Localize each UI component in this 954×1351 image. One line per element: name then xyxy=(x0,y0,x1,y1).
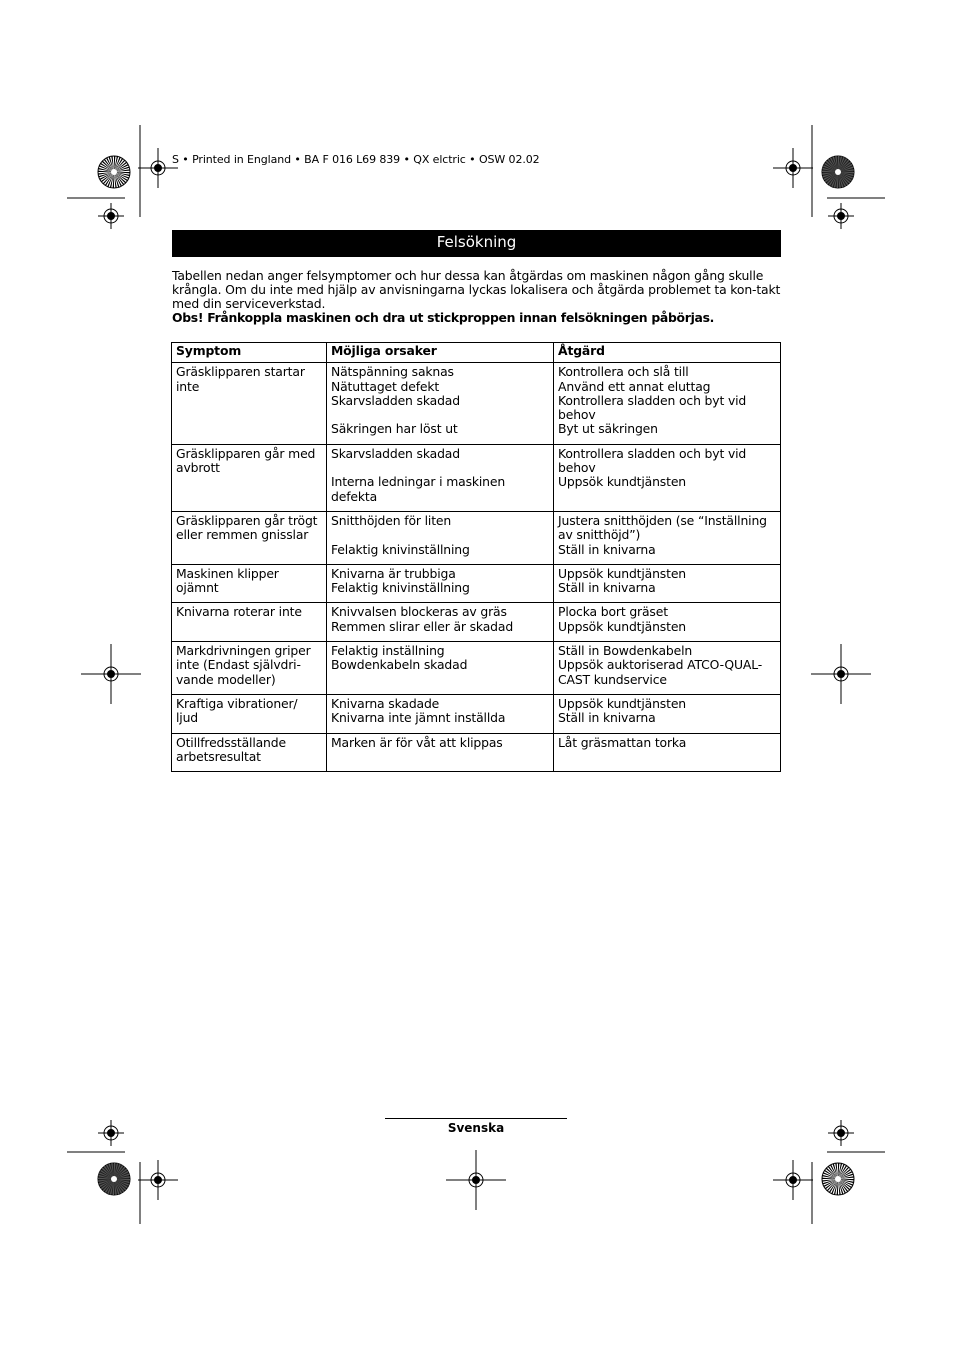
page-title: Felsökning xyxy=(172,230,781,257)
cell-causes xyxy=(327,733,554,772)
cell-line: Felaktig knivinställning xyxy=(331,580,470,596)
cell-line: Kontrollera och slå till xyxy=(558,364,689,380)
cell-line: Gräsklipparen går med avbrott xyxy=(176,445,316,476)
cell-actions xyxy=(554,564,781,603)
cell-line: Kraftiga vibrationer/ ljud xyxy=(176,695,298,726)
crosshair-target xyxy=(811,644,871,704)
cell-causes xyxy=(327,363,554,444)
troubleshooting-table xyxy=(171,342,781,772)
cell-line: Kontrollera sladden och byt vid behov xyxy=(558,445,747,476)
cell-actions xyxy=(554,733,781,772)
cell-line: Ställ in knivarna xyxy=(558,710,656,726)
print-slug: S • Printed in England • BA F 016 L69 839 • QX elctric • OSW 02.02 xyxy=(172,153,540,166)
cell-line: Säkringen har löst ut xyxy=(331,421,458,437)
crosshair-target xyxy=(138,1160,178,1200)
cell-line: Remmen slirar eller är skadad xyxy=(331,618,514,634)
cell-line xyxy=(331,408,549,422)
starburst-mark xyxy=(822,1163,854,1195)
cell-line: Skarvsladden skadad xyxy=(331,392,460,408)
cell-line: Uppsök kundtjänsten xyxy=(558,618,687,634)
cell-line: Ställ in Bowdenkabeln xyxy=(558,643,693,659)
footer-language: Svenska xyxy=(447,1121,505,1135)
header-symptom: Symptom xyxy=(172,343,327,363)
cell-symptom xyxy=(172,642,327,695)
table-row xyxy=(172,511,781,564)
crosshair-target xyxy=(773,1160,813,1200)
cell-line: Knivarna är trubbiga xyxy=(331,565,456,581)
table-header-row xyxy=(172,343,781,363)
crosshair-target xyxy=(446,1150,506,1210)
cell-line: Felaktig inställning xyxy=(331,643,445,659)
cell-line: Gräsklipparen startar inte xyxy=(176,364,305,394)
crosshair-target xyxy=(828,203,854,229)
table-row xyxy=(172,733,781,772)
cell-line: Nätspänning saknas xyxy=(331,364,454,380)
cell-actions xyxy=(554,444,781,511)
cell-causes xyxy=(327,564,554,603)
footer-rule xyxy=(385,1118,567,1119)
cell-line: Plocka bort gräset xyxy=(558,604,668,620)
intro-paragraph: Tabellen nedan anger felsymptomer och hur dessa kan åtgärdas om maskinen någon gång skulle krångla. Om du inte med hjälp av anvisningarna lyckas lokalisera och åtgärda problemet ta kon-takt med din serviceverkstad. xyxy=(172,268,781,311)
cell-symptom xyxy=(172,363,327,444)
cell-line: Justera snitthöjden (se “Inställning av snitthöjd”) xyxy=(558,512,767,543)
table-row xyxy=(172,603,781,642)
cell-causes xyxy=(327,603,554,642)
cell-actions xyxy=(554,603,781,642)
cell-line: Knivvalsen blockeras av gräs xyxy=(331,604,507,620)
crosshair-target xyxy=(81,644,141,704)
cell-line: Använd ett annat eluttag xyxy=(558,378,711,394)
cell-line: Uppsök auktoriserad ATCO-QUAL-CAST kundservice xyxy=(558,657,763,687)
starburst-mark xyxy=(98,1163,130,1195)
crosshair-target xyxy=(828,1120,854,1146)
cell-actions xyxy=(554,642,781,695)
table-row xyxy=(172,564,781,603)
cell-actions xyxy=(554,511,781,564)
cell-line: Markdrivningen griper inte (Endast självdri-vande modeller) xyxy=(176,643,311,687)
cell-line: Interna ledningar i maskinen defekta xyxy=(331,474,506,504)
cell-symptom xyxy=(172,511,327,564)
cell-line: Maskinen klipper ojämnt xyxy=(176,565,279,596)
cell-line: Byt ut säkringen xyxy=(558,421,658,437)
cell-line: Uppsök kundtjänsten xyxy=(558,695,687,711)
intro-warning: Obs! Frånkoppla maskinen och dra ut stickproppen innan felsökningen påbörjas. xyxy=(172,310,715,325)
cell-causes xyxy=(327,511,554,564)
cell-line: Knivarna roterar inte xyxy=(176,604,302,620)
crosshair-target xyxy=(773,148,813,188)
cell-symptom xyxy=(172,733,327,772)
crosshair-target xyxy=(98,203,124,229)
table-row xyxy=(172,694,781,733)
cell-symptom xyxy=(172,444,327,511)
cell-line: Gräsklipparen går trögt eller remmen gnisslar xyxy=(176,512,318,543)
cell-line: Knivarna inte jämnt inställda xyxy=(331,710,506,726)
cell-line: Snitthöjden för liten xyxy=(331,512,452,528)
cell-line xyxy=(331,461,549,475)
header-actions: Åtgärd xyxy=(554,343,781,363)
cell-line: Kontrollera sladden och byt vid behov xyxy=(558,392,747,423)
cell-line: Ställ in knivarna xyxy=(558,541,656,557)
cell-symptom xyxy=(172,603,327,642)
cell-line: Otillfredsställande arbetsresultat xyxy=(176,734,286,764)
cell-line: Marken är för våt att klippas xyxy=(331,734,503,750)
cell-line: Uppsök kundtjänsten xyxy=(558,474,687,490)
cell-causes xyxy=(327,444,554,511)
cell-line: Skarvsladden skadad xyxy=(331,445,460,461)
cell-symptom xyxy=(172,564,327,603)
table-row xyxy=(172,363,781,444)
cell-line: Låt gräsmattan torka xyxy=(558,734,687,750)
cell-actions xyxy=(554,363,781,444)
intro-text xyxy=(172,269,782,325)
cell-line: Uppsök kundtjänsten xyxy=(558,565,687,581)
header-causes: Möjliga orsaker xyxy=(327,343,554,363)
cell-symptom xyxy=(172,694,327,733)
cell-line: Bowdenkabeln skadad xyxy=(331,657,468,673)
cell-actions xyxy=(554,694,781,733)
starburst-mark xyxy=(98,156,130,188)
table-row xyxy=(172,444,781,511)
cell-line: Knivarna skadade xyxy=(331,695,440,711)
crosshair-target xyxy=(98,1120,124,1146)
cell-causes xyxy=(327,642,554,695)
cell-line: Nätuttaget defekt xyxy=(331,378,440,394)
cell-line xyxy=(331,528,549,542)
cell-line: Ställ in knivarna xyxy=(558,580,656,596)
cell-causes xyxy=(327,694,554,733)
table-row xyxy=(172,642,781,695)
cell-line: Felaktig knivinställning xyxy=(331,541,470,557)
starburst-mark xyxy=(822,156,854,188)
